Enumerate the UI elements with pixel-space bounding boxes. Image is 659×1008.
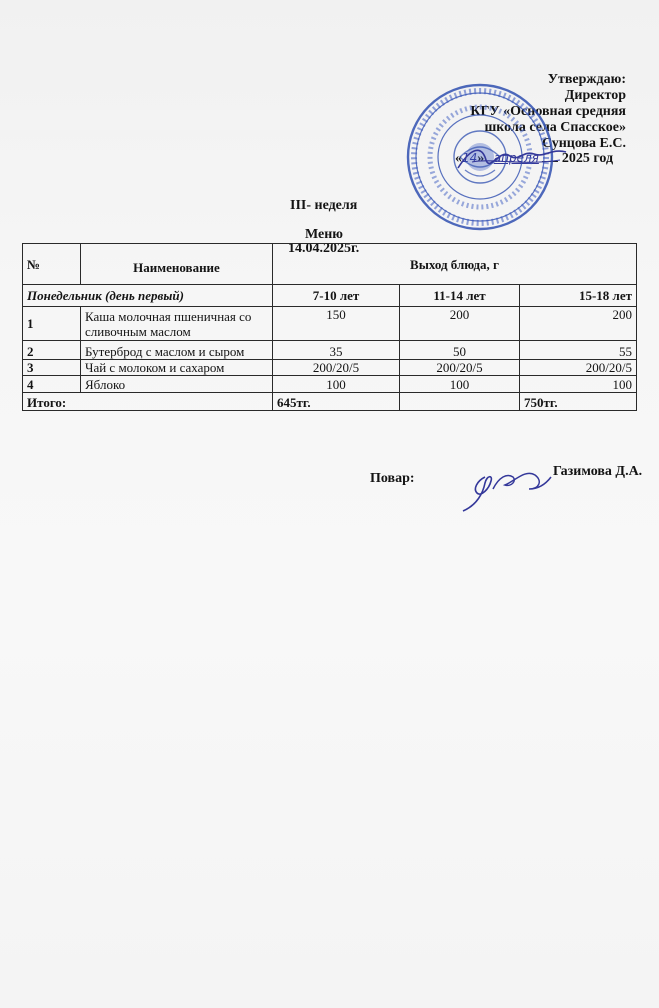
table-row: 1 Каша молочная пшеничная со сливочным маслом 150 200 200 <box>23 307 637 341</box>
approval-date-month: апреля <box>493 151 539 165</box>
table-row: 4 Яблоко 100 100 100 <box>23 376 637 393</box>
dish-name: Каша молочная пшеничная со сливочным маслом <box>81 307 273 341</box>
dish-name: Бутерброд с маслом и сыром <box>81 341 273 360</box>
director-signature <box>452 138 572 178</box>
dish-name: Чай с молоком и сахаром <box>81 360 273 376</box>
day-label: Понедельник (день первый) <box>23 285 273 307</box>
age-group-3: 15-18 лет <box>520 285 637 307</box>
total-label: Итого: <box>23 393 273 411</box>
total-1: 645тг. <box>273 393 400 411</box>
table-header-row <box>23 244 637 285</box>
approve-org-line1: КГУ «Основная средняя <box>470 104 626 119</box>
cook-signature <box>455 455 555 515</box>
menu-table <box>22 243 637 411</box>
approval-date: «14» апреля 2025 год <box>455 151 614 166</box>
age-group-2: 11-14 лет <box>400 285 520 307</box>
table-row: 2 Бутерброд с маслом и сыром 35 50 55 <box>23 341 637 360</box>
day-row <box>23 285 637 307</box>
menu-date: 14.04.2025г. <box>288 241 360 256</box>
approve-position: Директор <box>564 88 626 103</box>
approve-org-line2: школа села Спасское» <box>484 120 626 135</box>
approve-heading: Утверждаю: <box>547 72 626 87</box>
total-2: 750тг. <box>520 393 637 411</box>
col-num-header: № <box>23 244 81 285</box>
col-name-header: Наименование <box>81 244 273 285</box>
approval-date-day: 14 <box>462 151 478 165</box>
approve-director: Сунцова Е.С. <box>541 136 626 151</box>
table-row: 3 Чай с молоком и сахаром 200/20/5 200/20/5 200/20/5 <box>23 360 637 376</box>
cook-name: Газимова Д.А. <box>553 464 643 479</box>
dish-name: Яблоко <box>81 376 273 393</box>
col-yield-header: Выход блюда, г <box>273 244 637 285</box>
total-row <box>23 393 637 411</box>
age-group-1: 7-10 лет <box>273 285 400 307</box>
week-label: III- неделя <box>290 198 358 213</box>
menu-title: Меню <box>305 227 344 242</box>
cook-label: Повар: <box>370 471 415 486</box>
